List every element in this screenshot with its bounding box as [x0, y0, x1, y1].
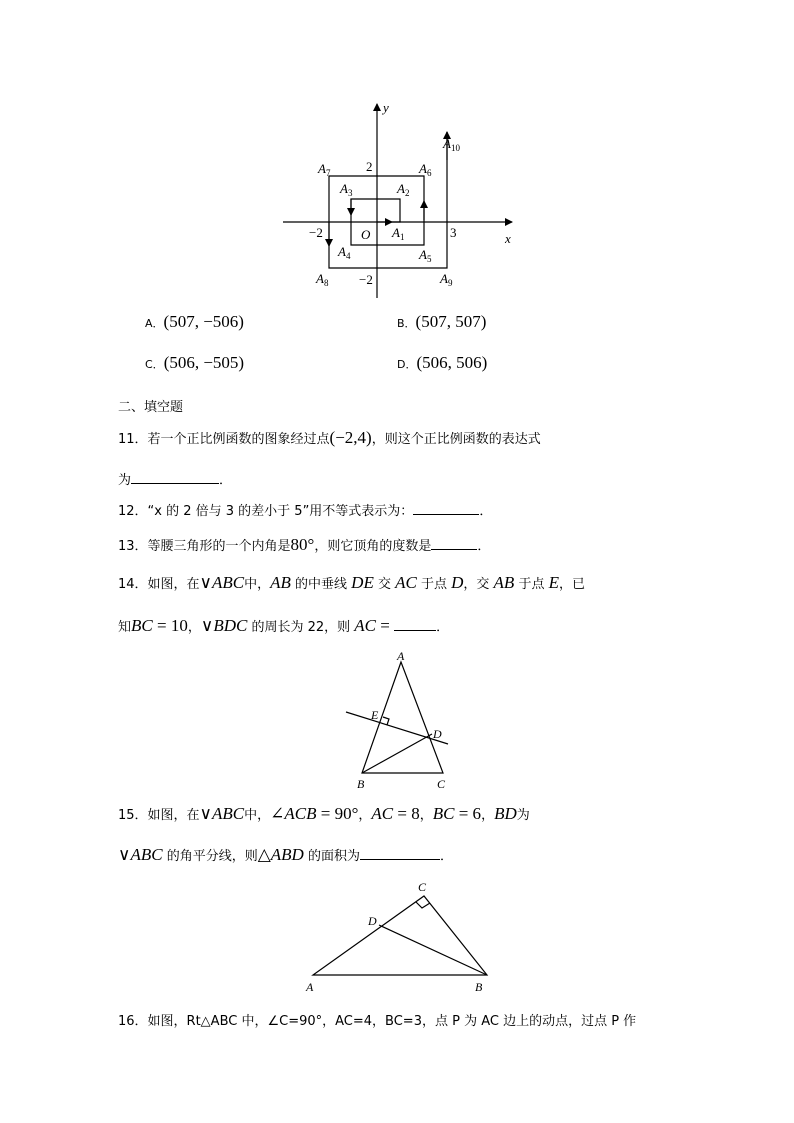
segment-bd-2 — [379, 925, 487, 975]
q13-angle: 80° — [290, 535, 315, 554]
svg-text:A2: $A_2$ — [397, 181, 410, 198]
question-11-line2: 为 ． — [118, 473, 233, 488]
svg-text:A3: $A_3$ — [340, 181, 353, 198]
option-c-value: (506, −505) — [163, 353, 245, 372]
spiral-path — [329, 132, 447, 268]
question-12: 12．“x 的 2 倍与 3 的差小于 5”用不等式表示为： ． — [118, 504, 493, 519]
question-14-line2: 知BC = 10，∨BDC 的周长为 22，则 AC = ． — [118, 616, 450, 635]
svg-text:B: B — [475, 980, 483, 994]
option-d-value: (506, 506) — [416, 353, 488, 372]
svg-text:A4: $A_4$ — [338, 244, 351, 261]
q13-blank[interactable] — [431, 537, 477, 550]
option-d[interactable] — [397, 353, 487, 373]
question-13: 13．等腰三角形的一个内角是80°，则它顶角的度数是 ． — [118, 535, 491, 554]
tick-neg2-y: −2 — [359, 272, 373, 287]
svg-text:A10: $A_{10}$ — [443, 136, 460, 153]
q15-blank[interactable] — [360, 847, 440, 860]
option-a[interactable] — [145, 312, 244, 332]
svg-text:D: D — [433, 727, 442, 741]
q14-blank[interactable] — [394, 618, 436, 631]
svg-text:A5: $A_5$ — [419, 247, 432, 264]
tick-neg2-x: −2 — [309, 225, 323, 240]
svg-text:B: B — [357, 777, 365, 791]
svg-text:C: C — [418, 880, 427, 894]
q11-point: (−2,4) — [329, 428, 372, 447]
option-d-letter: D． — [397, 358, 417, 371]
option-a-letter: A． — [145, 317, 164, 330]
section-heading: 二、填空题 — [118, 400, 184, 415]
question-15: 15．如图，在∨ABC中，∠ACB = 90°，AC = 8，BC = 6，BD为 — [118, 804, 530, 823]
option-a-value: (507, −506) — [163, 312, 244, 331]
option-c-letter: C． — [145, 358, 164, 371]
svg-text:A: A — [306, 980, 314, 994]
option-c[interactable] — [145, 353, 244, 373]
question-15-line2: ∨ABC 的角平分线，则△ABD 的面积为 ． — [118, 845, 453, 864]
right-angle-mark-2 — [416, 902, 430, 908]
spiral-coordinate-figure — [270, 98, 530, 303]
q12-blank[interactable] — [413, 502, 479, 515]
tick-3: 3 — [450, 225, 457, 240]
svg-text:A1: $A_1$ — [392, 225, 405, 242]
svg-text:A9: $A_9$ — [440, 271, 453, 288]
svg-text:C: C — [437, 777, 446, 791]
label-origin: O — [361, 227, 371, 242]
label-y: y — [383, 100, 389, 115]
segment-bd — [362, 734, 432, 773]
question-16: 16．如图，Rt△ABC 中，∠C=90°，AC=4，BC=3，点 P 为 AC 边上的动点，过点 P 作 — [118, 1014, 637, 1029]
tick-2: 2 — [366, 159, 373, 174]
svg-text:A6: $A_6$ — [419, 161, 432, 178]
question-14: 14．如图，在∨ABC中，AB 的中垂线 DE 交 AC 于点 D，交 AB 于点 E，已 — [118, 573, 585, 592]
svg-text:A8: $A_8$ — [316, 271, 329, 288]
svg-text:D: D — [368, 914, 377, 928]
svg-text:E: E — [371, 708, 379, 722]
option-b[interactable] — [397, 312, 486, 332]
option-b-value: (507, 507) — [415, 312, 487, 331]
triangle-perpendicular-bisector-figure — [340, 645, 460, 795]
right-triangle-bisector-figure — [300, 875, 500, 995]
question-11: 11．若一个正比例函数的图象经过点(−2,4)，则这个正比例函数的表达式 — [118, 428, 541, 447]
label-x: x — [505, 231, 511, 246]
svg-text:A: A — [397, 649, 405, 663]
option-b-letter: B． — [397, 317, 416, 330]
svg-text:A7: $A_7$ — [318, 161, 331, 178]
q11-blank[interactable] — [131, 471, 219, 484]
